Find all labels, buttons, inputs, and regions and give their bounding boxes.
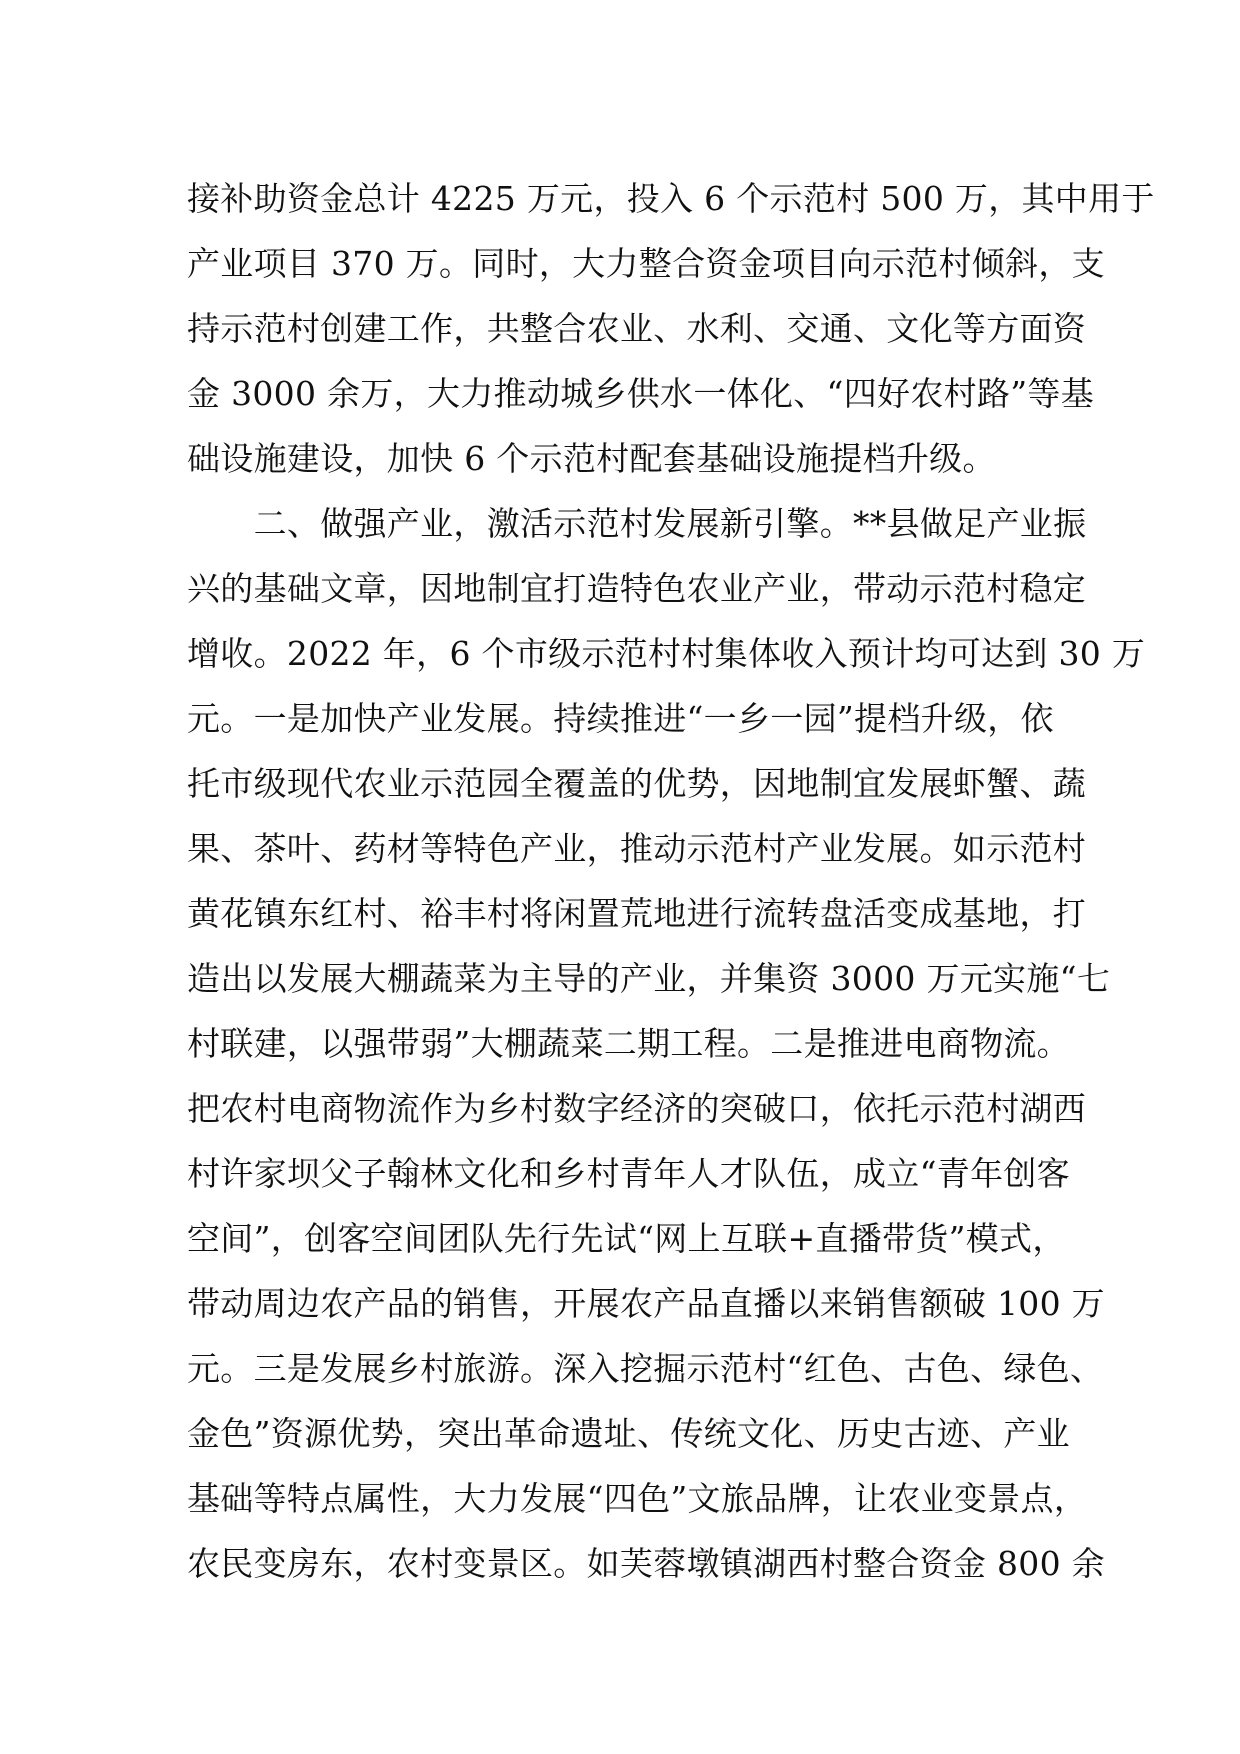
- text-line: 村许家坝父子翰林文化和乡村青年人才队伍，成立“青年创客: [187, 1154, 1070, 1193]
- body-text: [187, 166, 1155, 1596]
- text-line: 础设施建设，加快 6 个示范村配套基础设施提档升级。: [187, 439, 996, 478]
- text-line: 黄花镇东红村、裕丰村将闲置荒地进行流转盘活变成基地，打: [187, 894, 1087, 933]
- text-line: 接补助资金总计 4225 万元，投入 6 个示范村 500 万，其中用于: [187, 179, 1155, 218]
- text-line: 金 3000 余万，大力推动城乡供水一体化、“四好农村路”等基: [187, 374, 1095, 413]
- text-line: 兴的基础文章，因地制宜打造特色农业产业，带动示范村稳定: [187, 569, 1087, 608]
- text-line: 托市级现代农业示范园全覆盖的优势，因地制宜发展虾蟹、蔬: [187, 764, 1087, 803]
- text-line: 带动周边农产品的销售，开展农产品直播以来销售额破 100 万: [187, 1284, 1105, 1323]
- text-line: 产业项目 370 万。同时，大力整合资金项目向示范村倾斜，支: [187, 244, 1105, 283]
- text-line: 增收。2022 年，6 个市级示范村村集体收入预计均可达到 30 万: [187, 634, 1146, 673]
- text-line: 元。三是发展乡村旅游。深入挖掘示范村“红色、古色、绿色、: [187, 1349, 1104, 1388]
- text-line: 二、做强产业，激活示范村发展新引擎。**县做足产业振: [187, 504, 1087, 543]
- text-line: 基础等特点属性，大力发展“四色”文旅品牌，让农业变景点，: [187, 1479, 1088, 1518]
- text-line: 把农村电商物流作为乡村数字经济的突破口，依托示范村湖西: [187, 1089, 1087, 1128]
- text-line: 持示范村创建工作，共整合农业、水利、交通、文化等方面资: [187, 309, 1087, 348]
- text-line: 元。一是加快产业发展。持续推进“一乡一园”提档升级，依: [187, 699, 1054, 738]
- text-line: 村联建，以强带弱”大棚蔬菜二期工程。二是推进电商物流。: [187, 1024, 1070, 1063]
- text-line: 果、茶叶、药材等特色产业，推动示范村产业发展。如示范村: [187, 829, 1087, 868]
- text-line: 金色”资源优势，突出革命遗址、传统文化、历史古迹、产业: [187, 1414, 1070, 1453]
- text-line: 空间”，创客空间团队先行先试“网上互联+直播带货”模式，: [187, 1219, 1066, 1258]
- text-line: 造出以发展大棚蔬菜为主导的产业，并集资 3000 万元实施“七: [187, 959, 1111, 998]
- text-line: 农民变房东，农村变景区。如芙蓉墩镇湖西村整合资金 800 余: [187, 1544, 1105, 1583]
